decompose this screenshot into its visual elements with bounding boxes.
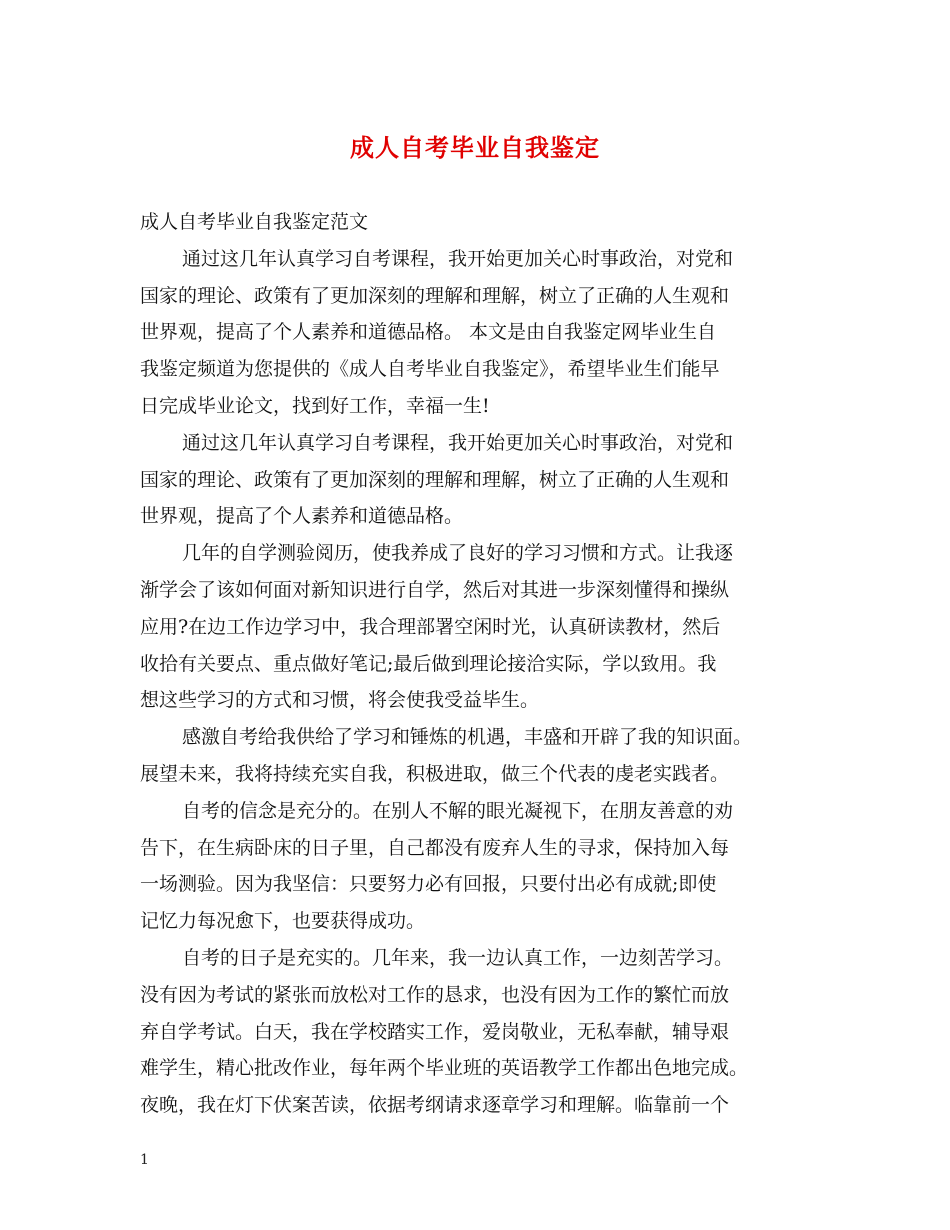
- body-line: 我鉴定频道为您提供的《成人自考毕业自我鉴定》，希望毕业生们能早: [140, 358, 720, 381]
- body-line: 难学生，精心批改作业，每年两个毕业班的英语教学工作都出色地完成。: [140, 1057, 749, 1080]
- document-title: 成人自考毕业自我鉴定: [350, 133, 600, 162]
- body-line: 成人自考毕业自我鉴定范文: [140, 211, 369, 233]
- body-line: 日完成毕业论文，找到好工作，幸福一生!: [140, 394, 490, 417]
- document-body: [140, 204, 820, 1124]
- body-line: 记忆力每况愈下，也要获得成功。: [140, 910, 426, 933]
- page-number: 1: [140, 1152, 149, 1168]
- body-line: 通过这几年认真学习自考课程，我开始更加关心时事政治，对党和: [182, 247, 734, 270]
- body-line: 国家的理论、政策有了更加深刻的理解和理解，树立了正确的人生观和: [140, 468, 730, 491]
- body-line: 想这些学习的方式和习惯，将会使我受益毕生。: [140, 689, 540, 712]
- body-line: 世界观，提高了个人素养和道德品格。: [140, 505, 464, 528]
- body-line: 几年的自学测验阅历，使我养成了良好的学习习惯和方式。让我逐: [182, 542, 734, 565]
- body-line: 告下，在生病卧床的日子里，自己都没有废弃人生的寻求，保持加入每: [140, 836, 730, 859]
- body-line: 展望未来，我将持续充实自我，积极进取，做三个代表的虔老实践者。: [140, 762, 730, 785]
- body-line: 没有因为考试的紧张而放松对工作的恳求，也没有因为工作的繁忙而放: [140, 983, 730, 1006]
- body-line: 夜晚，我在灯下伏案苦读，依据考纲请求逐章学习和理解。临靠前一个: [140, 1094, 730, 1117]
- body-line: 自考的信念是充分的。在别人不解的眼光凝视下，在朋友善意的劝: [182, 799, 734, 822]
- body-line: 感激自考给我供给了学习和锤炼的机遇，丰盛和开辟了我的知识面。: [182, 726, 753, 749]
- body-line: 一场测验。因为我坚信：只要努力必有回报，只要付出必有成就;即使: [140, 873, 717, 896]
- body-line: 通过这几年认真学习自考课程，我开始更加关心时事政治，对党和: [182, 431, 734, 454]
- body-line: 应用?在边工作边学习中，我合理部署空闲时光，认真研读教材，然后: [140, 615, 721, 638]
- body-line: 弃自学考试。白天，我在学校踏实工作，爱岗敬业，无私奉献，辅导艰: [140, 1020, 730, 1043]
- body-line: 国家的理论、政策有了更加深刻的理解和理解，树立了正确的人生观和: [140, 284, 730, 307]
- body-line: 自考的日子是充实的。几年来，我一边认真工作，一边刻苦学习。: [182, 946, 734, 969]
- body-line: 收拾有关要点、重点做好笔记;最后做到理论接洽实际，学以致用。我: [140, 652, 717, 675]
- body-line: 世界观，提高了个人素养和道德品格。 本文是由自我鉴定网毕业生自: [140, 321, 717, 344]
- body-line: 渐学会了该如何面对新知识进行自学，然后对其进一步深刻懂得和操纵: [140, 578, 730, 601]
